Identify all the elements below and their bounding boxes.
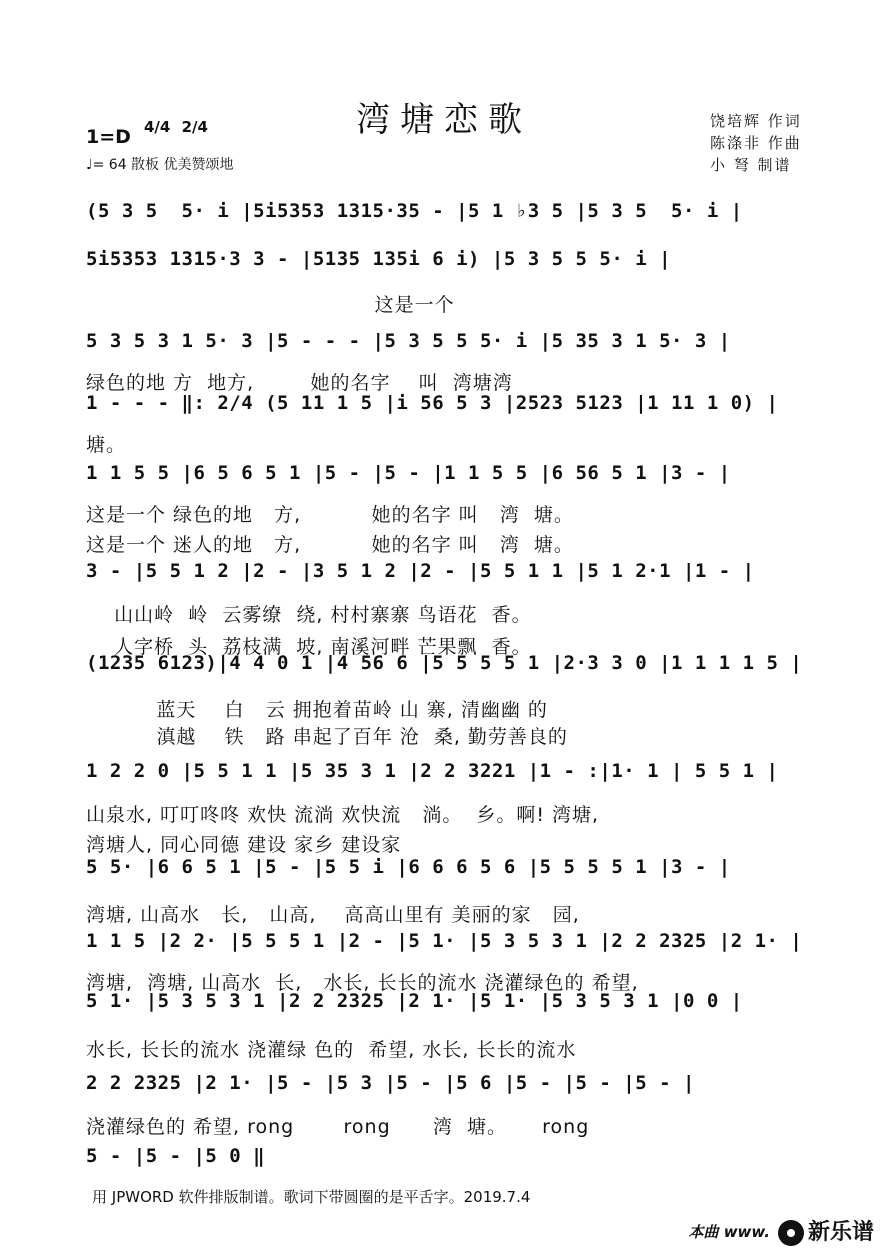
site-url: [688, 1221, 770, 1242]
score-music-row: 3 - |5 5 1 2 |2 - |3 5 1 2 |2 - |5 5 1 1 |5 1 2·1 |1 - |: [86, 560, 755, 582]
score-music-row: 1 1 5 5 |6 5 6 5 1 |5 - |5 - |1 1 5 5 |6 56 5 1 |3 - |: [86, 462, 731, 484]
tempo-marking: ♩= 64 散板 优美赞颂地: [86, 157, 234, 173]
score-music-row: 5 3 5 3 1 5· 3 |5 - - - |5 3 5 5 5· i |5 35 3 1 5· 3 |: [86, 330, 731, 352]
site-text: www.: [723, 1223, 770, 1241]
score-lyrics-row: 湾塘人, 同心同德 建设 家乡 建设家: [86, 834, 402, 856]
score-music-row: (1235 6123)|4 4 0 1 |4 56 6 |5 5 5 5 1 |2·3 3 0 |1 1 1 1 5 |: [86, 652, 803, 674]
score-music-row: 2 2 2325 |2 1· |5 - |5 3 |5 - |5 6 |5 - |5 - |5 - |: [86, 1072, 695, 1094]
score-lyrics-row: 绿色的地 方 地方, 她的名字 叫 湾塘湾: [86, 372, 513, 394]
score-lyrics-row: 湾塘, 山高水 长, 山高, 高高山里有 美丽的家 园,: [86, 904, 580, 926]
score-lyrics-row: 湾塘, 湾塘, 山高水 长, 水长, 长长的流水 浇灌绿色的 希望,: [86, 972, 639, 994]
composer: 陈涤非 作曲: [710, 134, 802, 152]
logo-text: 新乐谱: [807, 1220, 874, 1245]
score-lyrics-row: 水长, 长长的流水 浇灌绿 色的 希望, 水长, 长长的流水: [86, 1039, 577, 1061]
score-lyrics-row: 这是一个: [86, 294, 455, 316]
key-signature: 1=D: [86, 126, 131, 148]
score-music-row: 5 1· |5 3 5 3 1 |2 2 2325 |2 1· |5 1· |5 3 5 3 1 |0 0 |: [86, 990, 743, 1012]
footer-note: 用 JPWORD 软件排版制谱。歌词下带圆圈的是平舌字。2019.7.4: [92, 1188, 531, 1206]
site-logo: [778, 1215, 874, 1246]
lyricist: 饶培辉 作词: [710, 112, 802, 130]
score-lyrics-row: 这是一个 绿色的地 方, 她的名字 叫 湾 塘。: [86, 504, 574, 526]
score-lyrics-row: 滇越 铁 路 串起了百年 沧 桑, 勤劳善良的: [86, 726, 568, 748]
score-lyrics-row: 浇灌绿色的 希望, rong rong 湾 塘。 rong: [86, 1116, 590, 1138]
score-music-row: 5i5353 1315·3 3 - |5135 135i 6 i) |5 3 5 5 5· i |: [86, 248, 672, 270]
time-signature-2-4: 2/4: [181, 118, 208, 136]
score-music-row: 1 - - - ‖: 2/4 (5 11 1 5 |i 56 5 3 |2523 5123 |1 11 1 0) |: [86, 392, 779, 414]
score-music-row: 5 - |5 - |5 0 ‖: [86, 1145, 266, 1167]
score-music-row: 5 5· |6 6 5 1 |5 - |5 5 i |6 6 6 5 6 |5 5 5 5 1 |3 - |: [86, 856, 731, 878]
time-signature-4-4: 4/4: [144, 118, 171, 136]
score-lyrics-row: 山山岭 岭 云雾缭 绕, 村村寨寨 鸟语花 香。: [86, 604, 532, 626]
time-signatures: [144, 120, 214, 135]
score-music-row: 1 2 2 0 |5 5 1 1 |5 35 3 1 |2 2 3221 |1 - :|1· 1 | 5 5 1 |: [86, 760, 779, 782]
score-lyrics-row: 人字桥 头 荔枝满 坡, 南溪河畔 芒果飘 香。: [86, 636, 532, 658]
page-title: 湾塘恋歌: [356, 100, 532, 140]
site-prefix: 本曲: [688, 1223, 719, 1241]
score-lyrics-row: 这是一个 迷人的地 方, 她的名字 叫 湾 塘。: [86, 534, 574, 556]
credits: [710, 110, 802, 176]
score-lyrics-row: 塘。: [86, 434, 127, 456]
record-icon: [778, 1220, 804, 1246]
arranger: 小 弩 制谱: [710, 156, 792, 174]
score-music-row: 1 1 5 |2 2· |5 5 5 1 |2 - |5 1· |5 3 5 3 1 |2 2 2325 |2 1· |: [86, 930, 803, 952]
score-lyrics-row: 蓝天 白 云 拥抱着苗岭 山 寨, 清幽幽 的: [86, 699, 548, 721]
score-music-row: (5 3 5 5· i |5i5353 1315·35 - |5 1 ♭3 5 |5 3 5 5· i |: [86, 200, 743, 222]
score-lyrics-row: 山泉水, 叮叮咚咚 欢快 流淌 欢快流 淌。 乡。啊! 湾塘,: [86, 804, 600, 826]
